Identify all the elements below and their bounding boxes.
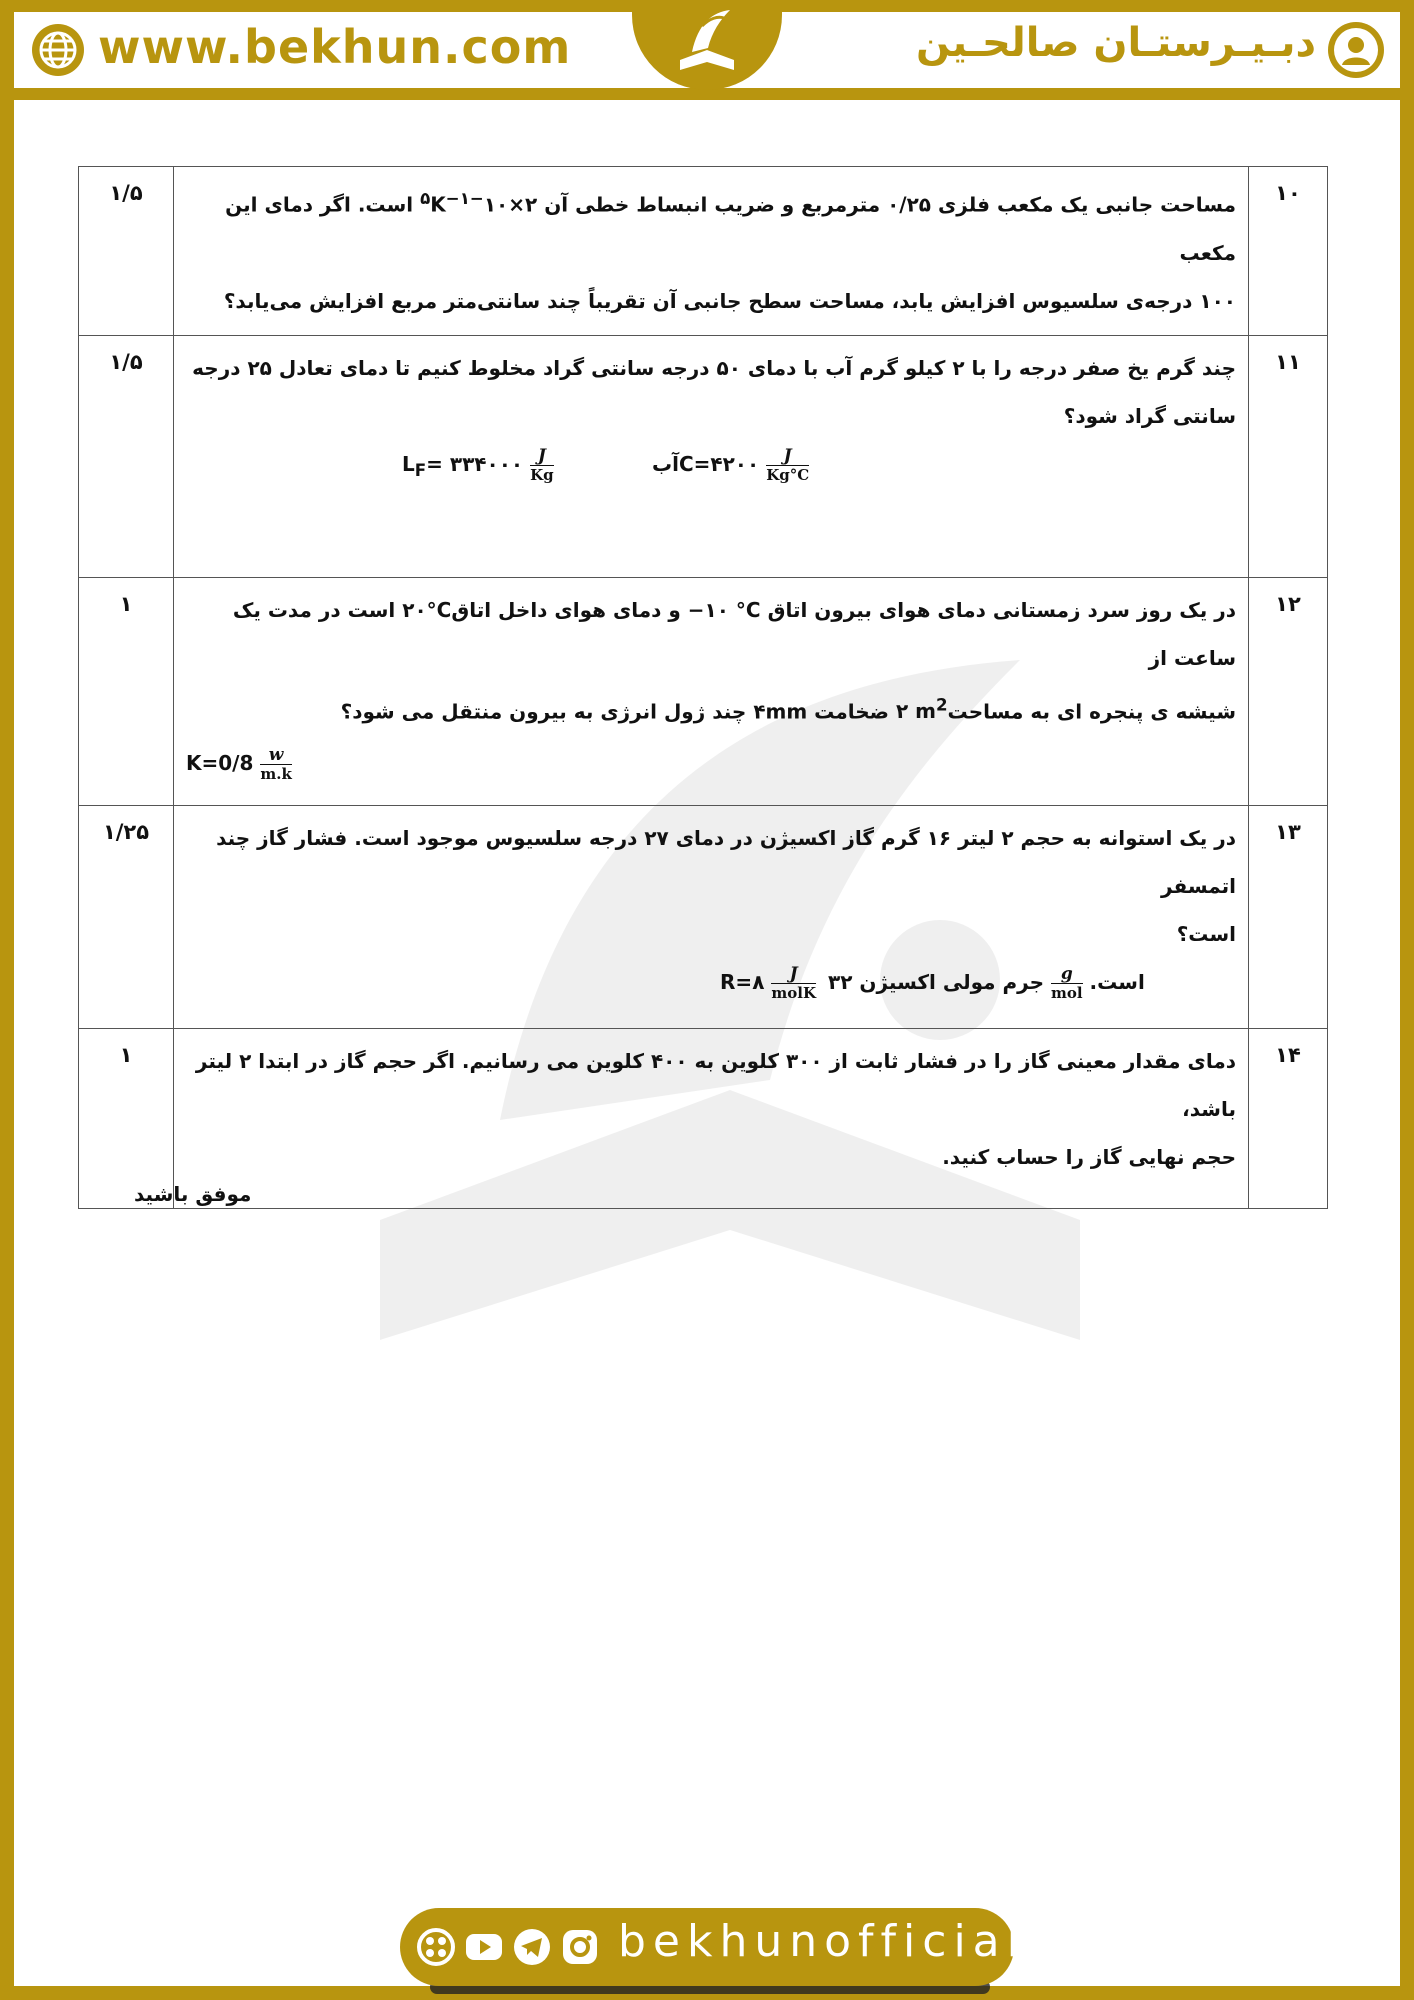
question-line: دمای مقدار معینی گاز را در فشار ثابت از ۳۰۰ کلوین به ۴۰۰ کلوین می رسانیم. اگر حجم گاز در ابتدا ۲ لیتر باشد، — [195, 1049, 1236, 1122]
formula-line — [186, 958, 1236, 1018]
fraction — [1051, 965, 1083, 1002]
question-line: ۱۰۰ درجه‌ی سلسیوس افزایش یابد، مساحت سطح جانبی آن تقریباً چند سانتی‌متر مربع افزایش می‌یابد؟ — [223, 288, 1236, 313]
telegram-icon[interactable] — [512, 1927, 552, 1967]
formula-word: آب — [652, 451, 679, 476]
question-score: ۱/۵ — [79, 167, 174, 336]
formula-value: = ۳۳۴۰۰۰ — [426, 451, 524, 476]
formula-value: K=0/8 — [186, 751, 254, 776]
question-score: ۱/۲۵ — [79, 806, 174, 1029]
molar-mass-formula — [828, 958, 1145, 1006]
question-text-part: مساحت جانبی یک مکعب فلزی ۰/۲۵ مترمربع و ضریب انبساط خطی آن ۲×۱۰ — [483, 192, 1236, 217]
question-text-part: و دمای هوای داخل اتاق — [451, 597, 688, 622]
numerator: J — [766, 447, 809, 466]
fraction — [260, 746, 292, 783]
question-line: چند گرم یخ صفر درجه را با ۲ کیلو گرم آب با دمای ۵۰ درجه سانتی گراد مخلوط کنیم تا دمای تعادل ۲۵ درجه — [192, 355, 1236, 380]
question-number: ۱۴ — [1249, 1029, 1328, 1209]
question-line — [186, 682, 1236, 736]
exponent: 2 — [935, 695, 948, 715]
table-row — [79, 1029, 1328, 1209]
question-number: ۱۱ — [1249, 335, 1328, 577]
question-text-part: در یک روز سرد زمستانی دمای هوای بیرون اتاق — [760, 597, 1236, 622]
question-number: ۱۳ — [1249, 806, 1328, 1029]
question-number: ۱۲ — [1249, 577, 1328, 806]
question-text-part: چند ژول انرژی به بیرون منتقل می شود؟ — [340, 699, 754, 724]
unit: K — [430, 192, 446, 217]
fraction — [766, 447, 809, 484]
question-text — [174, 577, 1249, 806]
subscript: F — [414, 460, 427, 480]
question-line: است؟ — [1176, 922, 1236, 947]
exponent: −۱ — [445, 189, 470, 208]
numerator: J — [530, 447, 554, 466]
area-number: ۲ m — [895, 699, 936, 724]
numerator: g — [1051, 965, 1083, 984]
denominator: molK — [771, 984, 816, 1003]
formula-value: R=۸ — [720, 970, 765, 995]
question-text — [174, 335, 1249, 577]
denominator: m.k — [260, 765, 292, 784]
temperature-value: −۱۰ °C — [687, 597, 761, 622]
denominator: mol — [1050, 984, 1083, 1003]
instagram-icon[interactable] — [560, 1927, 600, 1967]
question-number: ۱۰ — [1249, 167, 1328, 336]
table-row — [79, 806, 1328, 1029]
formula-word: جرم مولی اکسیژن — [859, 970, 1045, 995]
question-text-part: ضخامت — [807, 699, 896, 724]
temperature-value: ۲۰°C — [402, 597, 452, 622]
question-line: حجم نهایی گاز را حساب کنید. — [942, 1145, 1236, 1170]
aparat-icon[interactable] — [416, 1927, 456, 1967]
conductivity-formula — [186, 739, 292, 787]
numerator: J — [771, 965, 816, 984]
numerator: w — [260, 746, 292, 765]
latent-heat-formula — [402, 440, 554, 495]
question-score: ۱ — [79, 1029, 174, 1209]
question-line: در یک استوانه به حجم ۲ لیتر ۱۶ گرم گاز اکسیژن در دمای ۲۷ درجه سلسیوس موجود است. فشار گاز چند اتمسفر — [216, 826, 1236, 899]
formula-value: ۳۲ است. — [828, 970, 1145, 995]
area-value — [895, 695, 948, 724]
question-text-part: است. اگر دمای این مکعب — [225, 192, 1236, 265]
denominator: Kg — [530, 465, 554, 484]
social-handle[interactable]: bekhunofficial — [618, 1916, 1026, 1967]
formula-value: C=۴۲۰۰ — [678, 451, 760, 476]
youtube-icon[interactable] — [464, 1927, 504, 1967]
question-line — [186, 175, 1236, 277]
fraction — [771, 965, 816, 1002]
question-score: ۱ — [79, 577, 174, 806]
fraction — [530, 447, 554, 484]
table-row — [79, 335, 1328, 577]
question-score: ۱/۵ — [79, 335, 174, 577]
question-text-part: شیشه ی پنجره ای به مساحت — [947, 699, 1236, 724]
questions-table — [78, 166, 1328, 1209]
thickness-value: ۴mm — [753, 699, 808, 724]
gas-constant-formula — [720, 958, 816, 1006]
question-text — [174, 806, 1249, 1029]
formula-line — [186, 735, 1236, 795]
school-name: دبـیـرستـان صالحـین — [915, 20, 1316, 66]
formula-symbol: L — [402, 451, 415, 476]
question-line: سانتی گراد شود؟ — [1063, 403, 1236, 428]
closing-message: موفق باشید — [134, 1182, 252, 1206]
exponent: −۵ — [420, 189, 484, 208]
site-url-link[interactable]: www.bekhun.com — [98, 20, 572, 74]
formula-line — [186, 440, 1236, 500]
question-text — [174, 167, 1249, 336]
question-text-part: است در مدت یک ساعت از — [232, 597, 1236, 670]
table-row — [79, 167, 1328, 336]
question-line — [186, 586, 1236, 682]
specific-heat-formula — [652, 440, 809, 488]
social-footer — [400, 1908, 1026, 1986]
table-row — [79, 577, 1328, 806]
denominator: Kg°C — [766, 465, 810, 484]
question-text — [174, 1029, 1249, 1209]
